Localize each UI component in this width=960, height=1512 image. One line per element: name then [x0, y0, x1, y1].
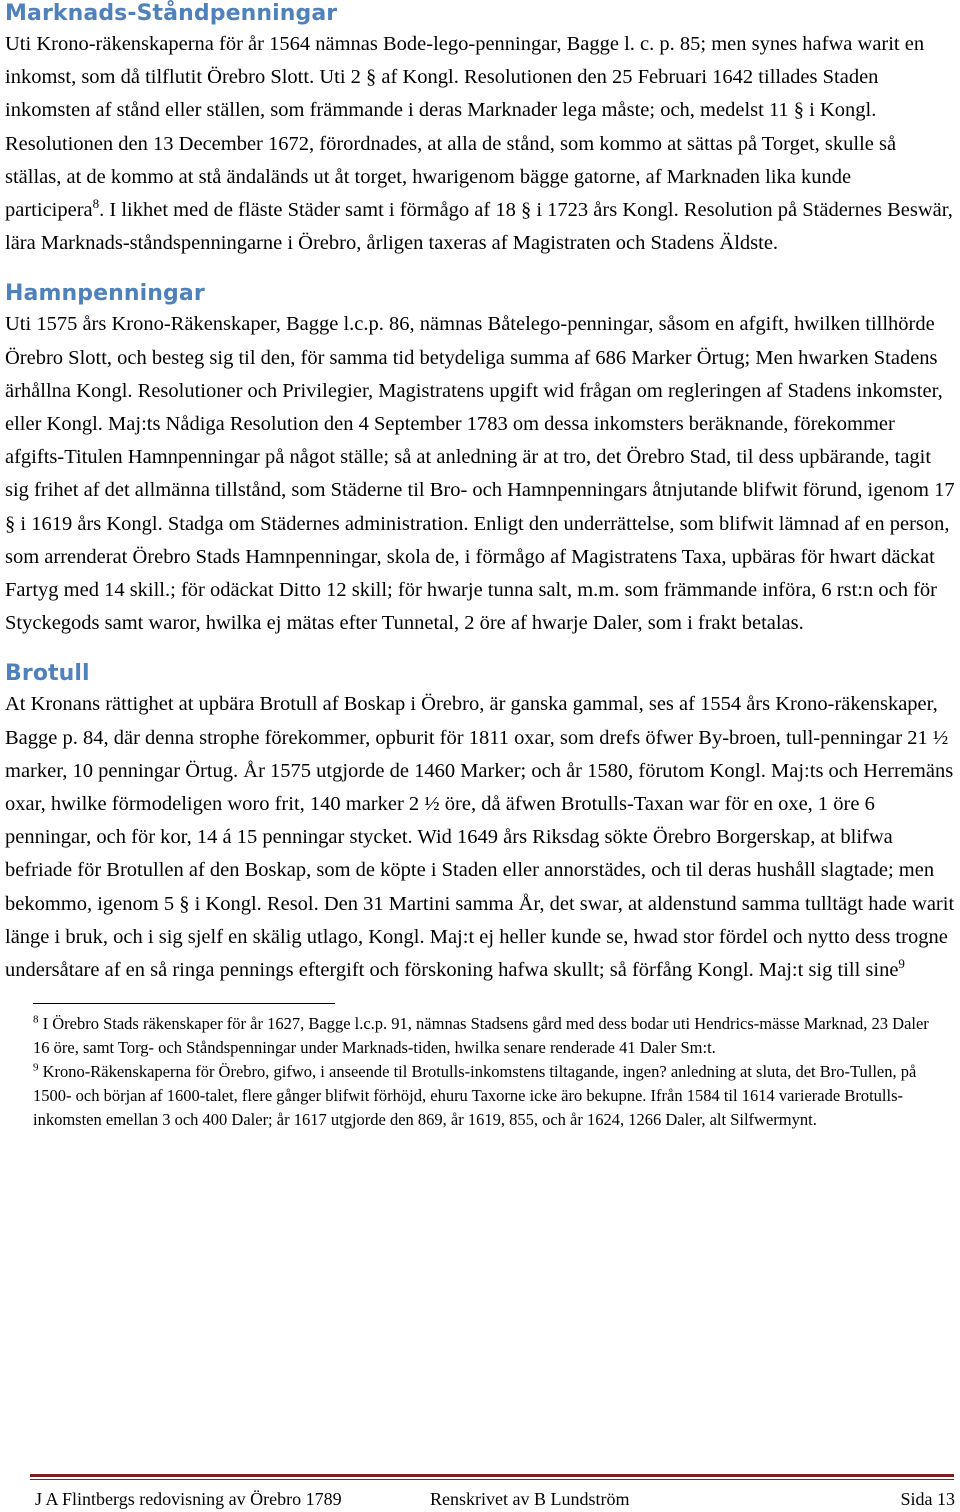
footnote-ref-8[interactable]: 8 [92, 196, 100, 212]
footnote-9 [33, 1060, 948, 1132]
section-paragraph-brotull [5, 688, 955, 987]
footnote-text: I Örebro Stads räkenskaper för år 1627, Bagge l.c.p. 91, nämnas Stadsens gård med dess bodar uti Hendrics-mässe Marknad, 23 Daler 16 öre, samt Torg- och Ståndspenningar under Marknads-tiden, hwilka senare renderade 41 Daler Sm:t. [33, 1014, 929, 1058]
paragraph-text: At Kronans rättighet at upbära Brotull af Boskap i Örebro, är ganska gammal, ses af 1554 års Krono-räkenskaper, Bagge p. 84, där denna strophe förekommer, opburit för 1811 oxar, som drefs öfwer By-broen, tull-penningar 21 ½ marker, 10 penningar Örtug. År 1575 utgjorde de 1460 Marker; och år 1580, förutom Kongl. Maj:ts och Herremäns oxar, hwilke förmodeligen woro frit, 140 marker 2 ½ öre, då äfwen Brotulls-Taxan war för en oxe, 1 öre 6 penningar, och för kor, 14 á 15 penningar stycket. Wid 1649 års Riksdag sökte Örebro Borgerskap, at blifwa befriade för Brotullen af den Boskap, som de köpte i Staden eller annorstädes, och til deras hushåll slagtade; men bekommo, igenom 5 § i Kongl. Resol. Den 31 Martini samma År, det swar, at aldenstund samma tulltägt hade warit länge i bruk, och i sig sjelf en skälig utlago, Kongl. Maj:t ej heller kunde se, hwad stor fördel och nytto dess trogne undersåtare af en så ringa pennings eftergift och förskoning hafwa skullt; så förfång Kongl. Maj:t sig till sine [5, 693, 955, 982]
footnote-ref-9[interactable]: 9 [898, 956, 905, 972]
paragraph-text: Uti Krono-räkenskaperna för år 1564 nämnas Bode-lego-penningar, Bagge l. c. p. 85; men synes hafwa warit en inkomst, som då tilflutit Örebro Slott. Uti 2 § af Kongl. Resolutionen den 25 Februari 1642 tillades Staden inkomsten af stånd eller ställen, som främmande i deras Marknader lega måste; och, medelst 11 § i Kongl. Resolutionen den 13 December 1672, förordnades, at alla de stånd, som kommo at sättas på Torget, skulle så ställas, at de kommo at stå ändaländs ut åt torget, hwarigenom bägge gatorne, af Marknaden lika kunde participera [5, 33, 925, 222]
section-paragraph-hamnpenningar: Uti 1575 års Krono-Räkenskaper, Bagge l.c.p. 86, nämnas Båtelego-penningar, såsom en afgift, hwilken tillhörde Örebro Slott, och besteg sig til den, för samma tid betydeliga summa af 686 Marker Örtug; Men hwarken Stadens ärhållna Kongl. Resolutioner och Privilegier, Magistratens upgift wid frågan om regleringen af Stadens inkomster, eller Kongl. Maj:ts Nådiga Resolution den 4 September 1783 om dessa inkomsters beräknande, förekommer afgifts-Titulen Hamnpenningar på något ställe; så at anledning är at tro, det Örebro Stad, til dess upbärande, tagit sig frihet af det allmänna tillstånd, som Städerne til Bro- och Hamnpenningars åtnjutande blifwit förund, igenom 17 § i 1619 års Kongl. Stadga om Städernes administration. Enligt den underrättelse, som blifwit lämnad af en person, som arrenderat Örebro Stads Hamnpenningar, skola de, i förmågo af Magistratens Taxa, upbäras för hwart däckat Fartyg med 14 skill.; för odäckat Ditto 12 skill; för hwarje tunna salt, m.m. som främmande införa, 6 rst:n och för Styckegods samt waror, hwilka ej mätas efter Tunnetal, 2 öre af hwarje Daler, som i frakt betalas. [5, 313, 955, 635]
footer-rule-thin [30, 1479, 954, 1480]
footnote-text: Krono-Räkenskaperna för Örebro, gifwo, i anseende til Brotulls-inkomstens tiltagande, ingen? anledning at sluta, det Bro-Tullen, på 1500- och början af 1600-talet, flere gånger blifwit förhöjd, ehuru Taxorne icke äro bekupne. Ifrån 1584 til 1614 varierade Brotulls-inkomsten emellan 3 och 400 Daler; år 1617 utgjorde den 869, år 1619, 855, och år 1624, 1266 Daler, alt Silfwermynt. [33, 1062, 917, 1130]
footnotes [33, 1012, 948, 1132]
footnote-8 [33, 1012, 948, 1060]
footnote-number: 8 [33, 1013, 39, 1026]
footer-transcriber: Renskrivet av B Lundström [430, 1489, 630, 1509]
document-page [5, 0, 955, 1132]
section-heading-marknads: Marknads-Ståndpenningar [5, 1, 338, 26]
section-heading-hamnpenningar: Hamnpenningar [5, 281, 205, 307]
section-paragraph-marknads [5, 28, 955, 260]
footer-rule-thick [30, 1474, 954, 1477]
section-heading-brotull: Brotull [5, 661, 90, 687]
footer-page-number: Sida 13 [900, 1489, 955, 1509]
paragraph-text-continued: . I likhet med de fläste Städer samt i förmågo af 18 § i 1723 års Kongl. Resolution på Städernes Beswär, lära Marknads-ståndspenningarne i Örebro, årligen taxeras af Magistraten och Stadens Äldste. [5, 199, 953, 255]
footnote-number: 9 [33, 1061, 39, 1074]
footnote-separator [33, 1003, 335, 1004]
footer-author: J A Flintbergs redovisning av Örebro 1789 [35, 1489, 342, 1509]
